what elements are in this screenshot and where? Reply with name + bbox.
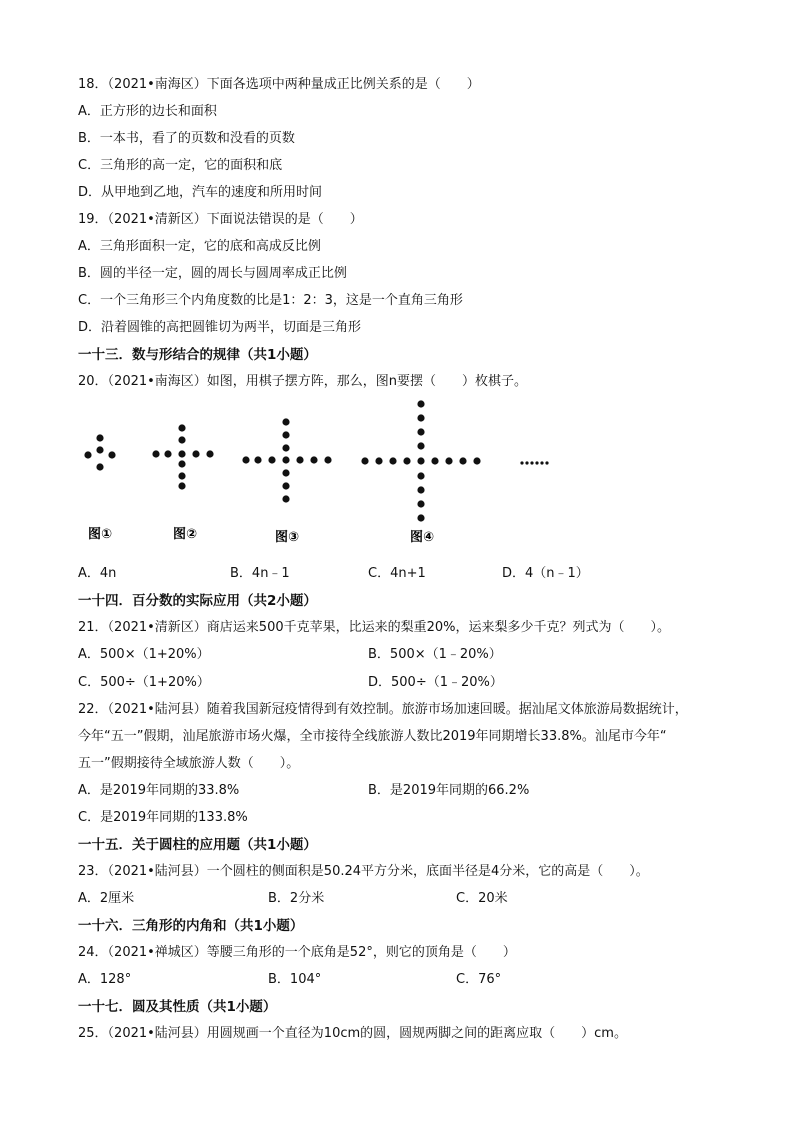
pattern-figure-4 (361, 400, 480, 521)
question-21-stem: 21．（2021•清新区）商店运来500千克苹果，比运来的梨重20%，运来梨多少千克？列式为（ ）。 (78, 620, 671, 635)
question-22-option-a: A．是2019年同期的33.8% (78, 783, 240, 798)
chess-pattern-figure (78, 398, 578, 558)
question-19-stem: 19．（2021•清新区）下面说法错误的是（ ） (78, 212, 363, 227)
question-23-option-c: C．20米 (456, 891, 508, 906)
question-19-option-a: A．三角形面积一定，它的底和高成反比例 (78, 239, 321, 254)
question-20-option-b: B．4n﹣1 (230, 566, 290, 581)
question-18-stem: 18．（2021•南海区）下面各选项中两种量成正比例关系的是（ ） (78, 77, 480, 92)
section-14-heading: 一十四．百分数的实际应用（共2小题） (78, 593, 317, 609)
question-21-option-c: C．500÷（1+20%） (78, 675, 210, 690)
question-18-option-d: D．从甲地到乙地，汽车的速度和所用时间 (78, 185, 323, 200)
section-15-heading: 一十五．关于圆柱的应用题（共1小题） (78, 837, 317, 853)
question-25-stem: 25．（2021•陆河县）用圆规画一个直径为10cm的圆，圆规两脚之间的距离应取（ ）cm。 (78, 1026, 627, 1041)
question-22-stem-line-1: 22．（2021•陆河县）随着我国新冠疫情得到有效控制。旅游市场加速回暖。据汕尾文体旅游局数据统计， (78, 702, 688, 717)
question-20-option-c: C．4n+1 (368, 566, 426, 581)
pattern-figure-1 (84, 434, 115, 470)
question-22-stem-line-2: 今年“五一”假期，汕尾旅游市场火爆，全市接待全线旅游人数比2019年同期增长33.8%。汕尾市今年“ (78, 729, 667, 744)
question-20-option-a: A．4n (78, 566, 117, 581)
question-24-stem: 24．（2021•禅城区）等腰三角形的一个底角是52°，则它的顶角是（ ） (78, 945, 516, 960)
figure-2-label: 图② (173, 527, 198, 542)
question-21-option-d: D．500÷（1﹣20%） (368, 675, 503, 690)
question-20-stem: 20．（2021•南海区）如图，用棋子摆方阵，那么，图n要摆（ ）枚棋子。 (78, 374, 528, 389)
question-19-option-c: C．一个三角形三个内角度数的比是1：2：3，这是一个直角三角形 (78, 293, 463, 308)
question-21-option-a: A．500×（1+20%） (78, 647, 210, 662)
question-18-option-a: A．正方形的边长和面积 (78, 104, 217, 119)
question-24-option-b: B．104° (268, 972, 322, 987)
figure-3-label: 图③ (275, 530, 300, 545)
question-23-stem: 23．（2021•陆河县）一个圆柱的侧面积是50.24平方分米，底面半径是4分米，它的高是（ ）。 (78, 864, 649, 879)
question-23-option-b: B．2分米 (268, 891, 325, 906)
section-17-heading: 一十七．圆及其性质（共1小题） (78, 999, 277, 1015)
section-13-heading: 一十三．数与形结合的规律（共1小题） (78, 347, 317, 363)
section-16-heading: 一十六．三角形的内角和（共1小题） (78, 918, 304, 934)
question-24-option-c: C．76° (456, 972, 502, 987)
question-21-option-b: B．500×（1﹣20%） (368, 647, 502, 662)
question-22-stem-line-3: 五一”假期接待全域旅游人数（ ）。 (78, 756, 300, 771)
question-22-option-c: C．是2019年同期的133.8% (78, 810, 248, 825)
question-23-option-a: A．2厘米 (78, 891, 135, 906)
question-18-option-b: B．一本书，看了的页数和没看的页数 (78, 131, 295, 146)
pattern-ellipsis (520, 461, 548, 464)
question-24-option-a: A．128° (78, 972, 132, 987)
pattern-figure-2 (152, 424, 213, 489)
question-20-option-d: D．4（n﹣1） (502, 566, 589, 581)
question-22-option-b: B．是2019年同期的66.2% (368, 783, 530, 798)
pattern-figure-3 (242, 418, 331, 502)
figure-4-label: 图④ (410, 530, 435, 545)
question-18-option-c: C．三角形的高一定，它的面积和底 (78, 158, 283, 173)
question-19-option-b: B．圆的半径一定，圆的周长与圆周率成正比例 (78, 266, 347, 281)
question-19-option-d: D．沿着圆锥的高把圆锥切为两半，切面是三角形 (78, 320, 362, 335)
figure-1-label: 图① (88, 527, 113, 542)
